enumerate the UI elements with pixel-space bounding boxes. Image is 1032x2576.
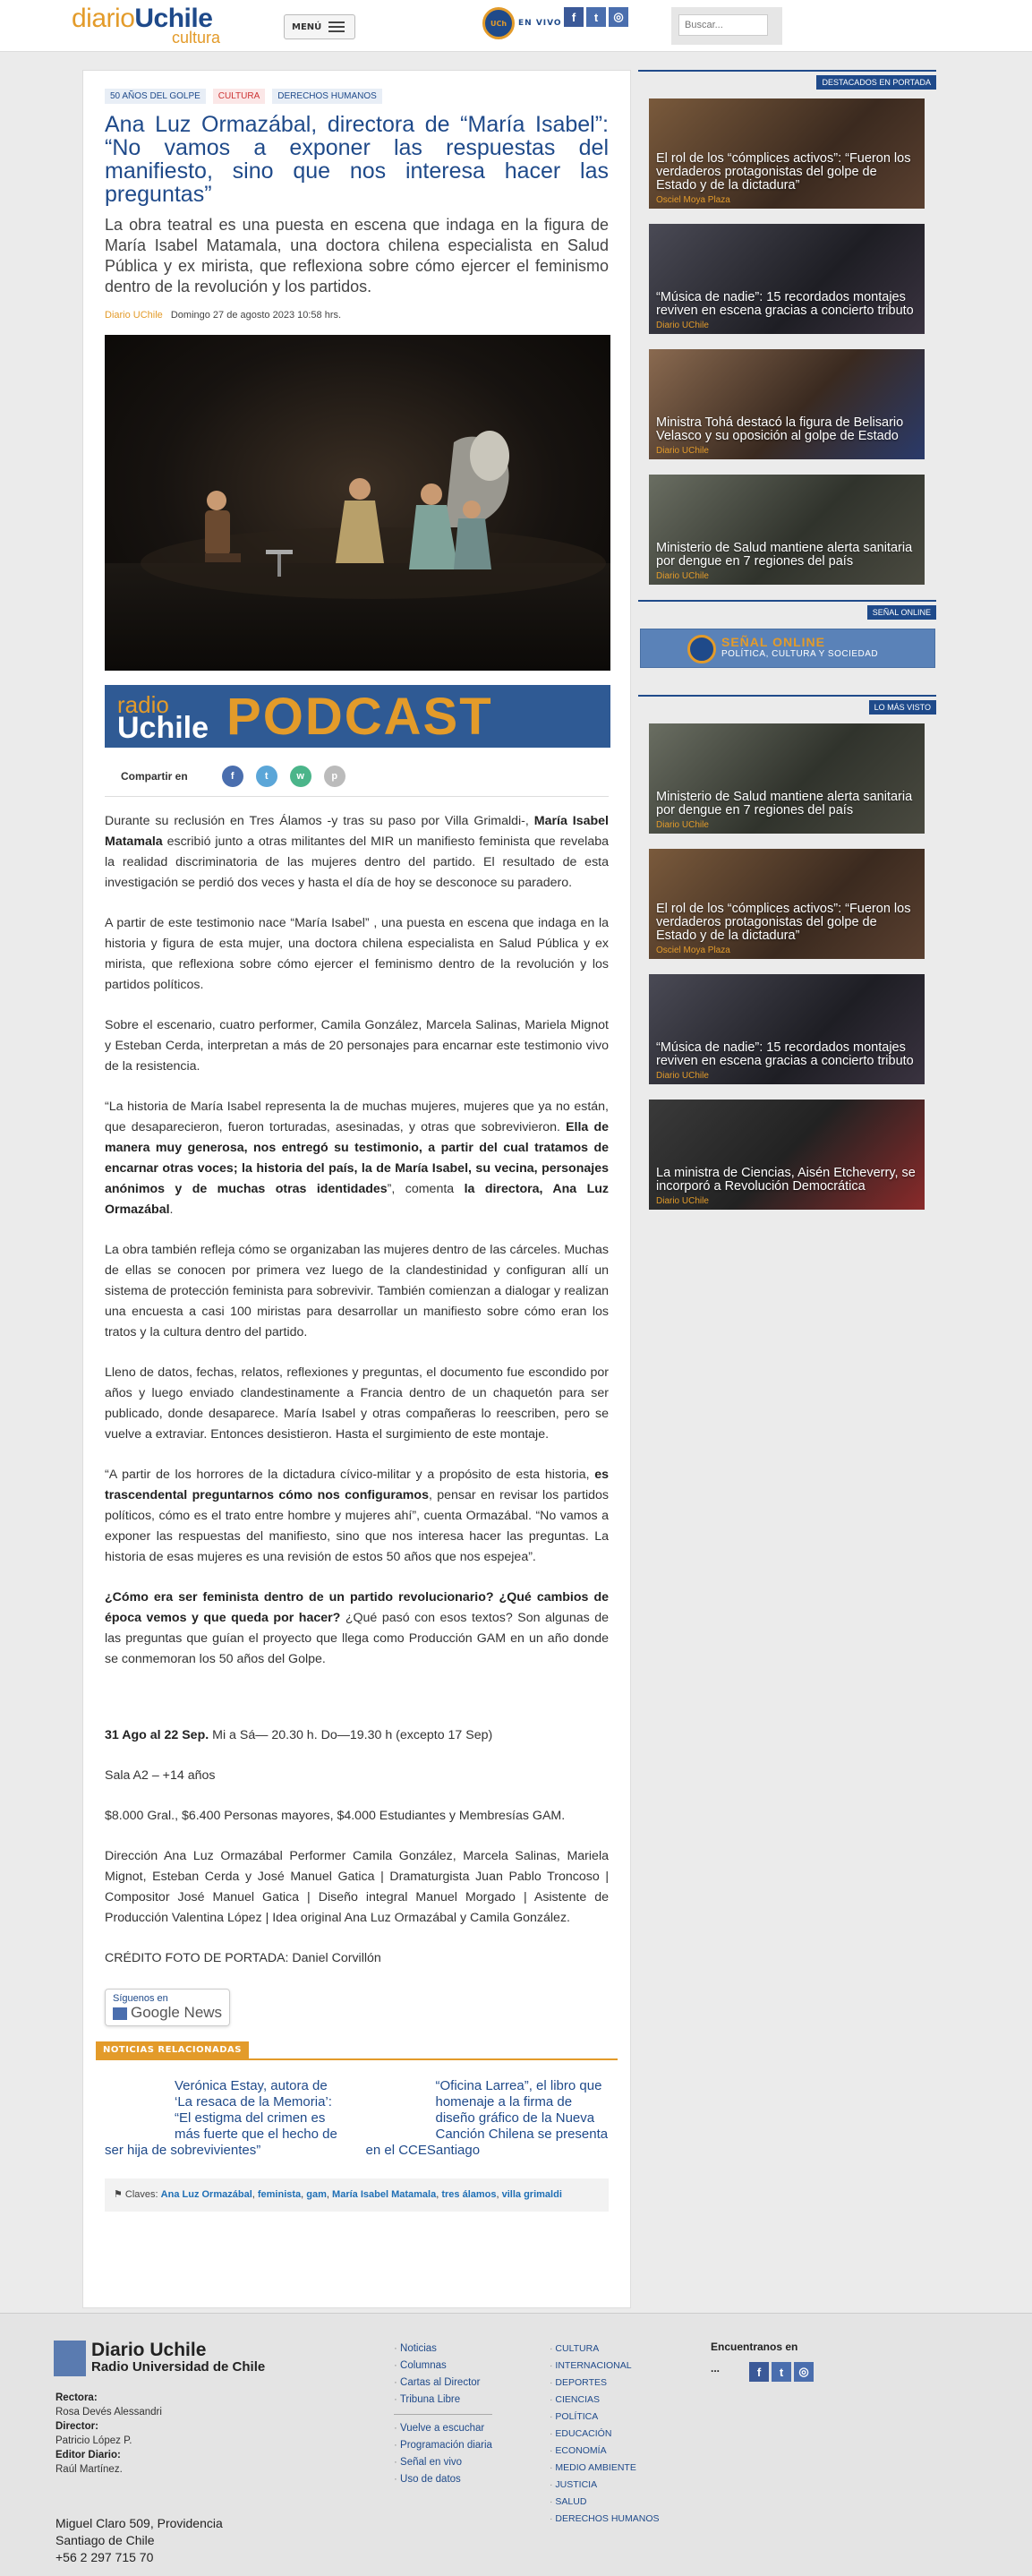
radio-logo-icon: UCh [482,7,515,39]
related-header: NOTICIAS RELACIONADAS [96,2039,618,2060]
article-date: Domingo 27 de agosto 2023 10:58 hrs. [170,310,342,321]
podcast-uchile: Uchile [117,711,209,745]
footer-section-link[interactable]: · MEDIO AMBIENTE [550,2460,660,2477]
footer-links-main [394,2341,492,2488]
paragraph: “A partir de los horrores de la dictadura cívico-militar y a propósito de esta historia, es trascendental preguntarnos cómo nos configuramos, pensar en revisar los partidos políticos, cómo es el trato entre hombre y mujeres ahí”, cuenta Ormazábal. “No vamos a exponer las respuestas del manifiesto, sino que nos interesa hacer las preguntas. La historia de esas mujeres es una revisión de estos 50 años que nos espejea”. [105,1468,609,1564]
footer-section-link[interactable]: · INTERNACIONAL [550,2358,660,2375]
share-label: Compartir en [121,770,188,783]
footer-link[interactable]: · Cartas al Director [394,2375,492,2392]
featured-card[interactable]: El rol de los “cómplices activos”: “Fueron los verdaderos protagonistas del golpe de Estado y de la dictadura” Osciel Moya Plaza [649,98,925,209]
featured-card[interactable]: “Música de nadie”: 15 recordados montajes reviven en escena gracias a concierto tributo Diario UChile [649,224,925,334]
footer-address: Miguel Claro 509, Providencia Santiago de Chile +56 2 297 715 70 [55,2516,223,2564]
featured-card[interactable]: Ministra Tohá destacó la figura de Belisario Velasco y su oposición al golpe de Estado Diario UChile [649,349,925,459]
popular-card[interactable]: La ministra de Ciencias, Aisén Etcheverry, se incorporó a Revolución Democrática Diario UChile [649,1100,925,1210]
header-social [564,7,628,27]
event-prices: $8.000 Gral., $6.400 Personas mayores, $4.000 Estudiantes y Membresías GAM. [105,1809,566,1823]
facebook-icon[interactable]: f [749,2362,769,2382]
senal-online-banner[interactable]: SEÑAL ONLINE POLÍTICA, CULTURA Y SOCIEDAD [640,629,935,668]
tag-ddhh[interactable]: DERECHOS HUMANOS [272,89,382,104]
share-facebook-icon[interactable]: f [222,766,243,787]
podcast-banner[interactable] [105,685,610,748]
gnews-follow: Síguenos en [113,1993,168,2004]
related-thumbnail [366,2078,436,2132]
destacados-header: DESTACADOS EN PORTADA [638,70,936,90]
footer-link[interactable]: · Columnas [394,2358,492,2375]
event-credits: Dirección Ana Luz Ormazábal Performer Camila González, Marcela Salinas, Mariela Mignot, Esteban Cerda y José Manuel Gatica | Dramaturgista Juan Pablo Troncoso | Compositor José Manuel Gatica | Diseño integral Manuel Morgado | Asistente de Producción Valentina López | Idea original Ana Luz Ormazábal y Camila González. [105,1849,609,1925]
podcast-label: PODCAST [226,687,493,746]
footer-link[interactable]: · Vuelve a escuchar [394,2420,492,2437]
article-title: Ana Luz Ormazábal, directora de “María Isabel”: “No vamos a exponer las respuestas del manifiesto, sino que nos interesa hacer las preguntas” [105,112,609,207]
paragraph: Lleno de datos, fechas, relatos, reflexiones y preguntas, el documento fue escondido por años y luego enviado clandestinamente a Francia dentro de un chaquetón para ser publicado, donde desaparece. María Isabel y otras compañeras lo reescriben, pero se vuelve a extraviar. Entonces desistieron. Hasta el surgimiento de este montaje. [105,1365,609,1442]
gnews-label: Google News [131,2004,223,2021]
paragraph: Durante su reclusión en Tres Álamos -y tras su paso por Villa Grimaldi-, María Isabel Matamala escribió junto a otras militantes del MIR un manifiesto feminista que revelaba la realidad discriminatoria de las mujeres dentro del partido. El resultado de esta investigación se perdió dos veces y hasta el día de hoy se desconoce su paradero. [105,814,609,890]
footer-link[interactable]: · Tribuna Libre [394,2392,492,2409]
footer-section-link[interactable]: · SALUD [550,2494,660,2511]
tag-cultura[interactable]: CULTURA [213,89,265,104]
featured-card[interactable]: Ministerio de Salud mantiene alerta sanitaria por dengue en 7 regiones del país Diario UChile [649,475,925,585]
footer-section-link[interactable]: · POLÍTICA [550,2409,660,2426]
twitter-icon[interactable]: t [586,7,606,27]
share-bar [105,766,609,797]
radio-logo-icon [687,635,716,663]
tag-icon: ⚑ [114,2189,125,2200]
google-news-icon [113,2007,127,2020]
article-tags [105,89,609,104]
menu-button[interactable] [284,14,355,39]
clave-link[interactable]: María Isabel Matamala [332,2189,437,2200]
radio-logo-icon [54,2341,86,2376]
related-thumbnail [105,2078,175,2132]
popular-card[interactable]: Ministerio de Salud mantiene alerta sanitaria por dengue en 7 regiones del país Diario UChile [649,723,925,834]
instagram-icon[interactable]: ◎ [609,7,628,27]
logo-diario: diario [72,4,135,33]
clave-link[interactable]: Ana Luz Ormazábal [160,2189,252,2200]
related-news [105,2078,609,2159]
paragraph: A partir de este testimonio nace “María Isabel” , una puesta en escena que indaga en la historia y figura de esta mujer, una doctora chilena especialista en Salud Pública y ex mirista, que reflexiona sobre cómo ejercer el feminismo dentro de la revolución y los partidos políticos. [105,916,609,992]
article-subtitle: La obra teatral es una puesta en escena que indaga en la figura de María Isabel Matamala, una doctora chilena especialista en Salud Pública y ex mirista, que reflexiona sobre cómo ejercer el feminismo dentro de la revolución y los partidos. [105,216,609,295]
footer-link[interactable]: · Noticias [394,2341,492,2358]
clave-link[interactable]: villa grimaldi [501,2189,562,2200]
footer-section-link[interactable]: · JUSTICIA [550,2477,660,2494]
sidebar [638,70,936,1225]
live-label: EN VIVO [518,19,562,28]
paragraph: La obra también refleja cómo se organizaban las mujeres dentro de las cárceles. Muchas de ellas se conocen por primera vez luego de la clandestinidad y configuran allí un sistema de protección feminista para sobrevivir. También comienzan a dialogar y realizan una encuesta a casi 100 miristas para desarrollar un manifiesto sobre cómo eran los tratos y la cultura dentro del partido. [105,1243,609,1339]
clave-link[interactable]: gam [306,2189,327,2200]
twitter-icon[interactable]: t [772,2362,791,2382]
footer-section-link[interactable]: · DERECHOS HUMANOS [550,2511,660,2528]
stage-scene-image [105,335,610,671]
instagram-icon[interactable]: ◎ [794,2362,814,2382]
logo-uchile: Uchile [134,4,213,33]
article-body [105,811,609,1969]
footer-section-link[interactable]: · EDUCACIÓN [550,2426,660,2443]
footer-link[interactable]: · Uso de datos [394,2471,492,2488]
logo-section: cultura [172,29,221,47]
footer [0,2313,1032,2576]
top-header [0,0,1032,52]
popular-card[interactable]: “Música de nadie”: 15 recordados montajes reviven en escena gracias a concierto tributo Diario UChile [649,974,925,1084]
footer-link[interactable]: · Señal en vivo [394,2454,492,2471]
site-logo[interactable] [72,5,220,47]
clave-link[interactable]: tres álamos [441,2189,497,2200]
byline [105,310,609,321]
senal-header: SEÑAL ONLINE [638,600,936,620]
paragraph: “La historia de María Isabel representa la de muchas mujeres, mujeres que ya no están, que desaparecieron, fueron torturadas, asesinadas, y otras que sobrevivieron. Ella de manera muy generosa, nos entregó su testimonio, a partir del cual tratamos de encarnar otras voces; la historia del país, la de María Isabel, su vecina, personajes anónimos y de muchas otras identidades”, comenta la directora, Ana Luz Ormazábal. [105,1100,610,1217]
footer-section-link[interactable]: · ECONOMÍA [550,2443,660,2460]
podcast-radio: radio [117,691,169,718]
related-item[interactable]: Verónica Estay, autora de ‘La resaca de la Memoria’: “El estigma del crimen es más fuerte que el hecho de ser hija de sobrevivientes” [105,2078,337,2158]
search-box [671,7,782,45]
event-room: Sala A2 – +14 años [105,1768,216,1783]
footer-link[interactable]: · Programación diaria [394,2437,492,2454]
related-item[interactable]: “Oficina Larrea”, el libro que homenaje a la firma de diseño gráfico de la Nueva Canción Chilena se presenta en el CCESantiago [365,2078,609,2158]
share-twitter-icon[interactable]: t [256,766,277,787]
paragraph: Sobre el escenario, cuatro performer, Camila González, Marcela Salinas, Mariela Mignot y Esteban Cerda, interpretan a más de 20 personajes para encarnar este testimonio vivo de la resistencia. [105,1018,609,1074]
footer-section-link[interactable]: · CIENCIAS [550,2392,660,2409]
footer-logo[interactable]: Diario Uchile Radio Universidad de Chile [54,2341,265,2376]
event-dates: 31 Ago al 22 Sep. Mi a Sá— 20.30 h. Do—19.30 h (excepto 17 Sep) [105,1728,493,1742]
hamburger-icon [328,21,345,32]
article [82,70,631,2308]
mas-visto-header: LO MÁS VISTO [638,695,936,715]
print-icon[interactable]: p [324,766,345,787]
tags-box: ⚑ Claves: Ana Luz Ormazábal, feminista, gam, María Isabel Matamala, tres álamos, villa grimaldi [105,2178,609,2212]
article-author[interactable]: Diario UChile [105,310,163,321]
google-news-button[interactable] [105,1989,230,2026]
search-input[interactable] [678,14,768,36]
clave-link[interactable]: feminista [257,2189,302,2200]
footer-social: Encuentranos en ... f t ◎ [711,2341,814,2382]
footer-section-link[interactable]: · CULTURA [550,2341,660,2358]
paragraph: ¿Cómo era ser feminista dentro de un partido revolucionario? ¿Qué cambios de época vemos y que queda por hacer? ¿Qué pasó con esos textos? Son algunas de las preguntas que guían el proyecto que llega como Producción GAM en un año donde se conmemoran los 50 años del Golpe. [105,1590,609,1666]
divider [394,2414,492,2415]
live-radio-link[interactable] [482,7,562,39]
footer-staff: Rectora: Rosa Devés Alessandri Director: Patricio López P. Editor Diario: Raúl Martínez. [55,2392,162,2475]
popular-card[interactable]: El rol de los “cómplices activos”: “Fueron los verdaderos protagonistas del golpe de Estado y de la dictadura” Osciel Moya Plaza [649,849,925,959]
footer-sections [550,2341,660,2528]
footer-ellipsis: ... [711,2362,721,2375]
share-whatsapp-icon[interactable]: w [290,766,311,787]
facebook-icon[interactable]: f [564,7,584,27]
hero-photo [105,335,610,671]
claves-label: Claves: [124,2189,158,2200]
menu-label: MENÚ [292,21,322,32]
photo-credit: CRÉDITO FOTO DE PORTADA: Daniel Corvillón [105,1951,381,1965]
footer-section-link[interactable]: · DEPORTES [550,2375,660,2392]
tag-golpe[interactable]: 50 AÑOS DEL GOLPE [105,89,206,104]
